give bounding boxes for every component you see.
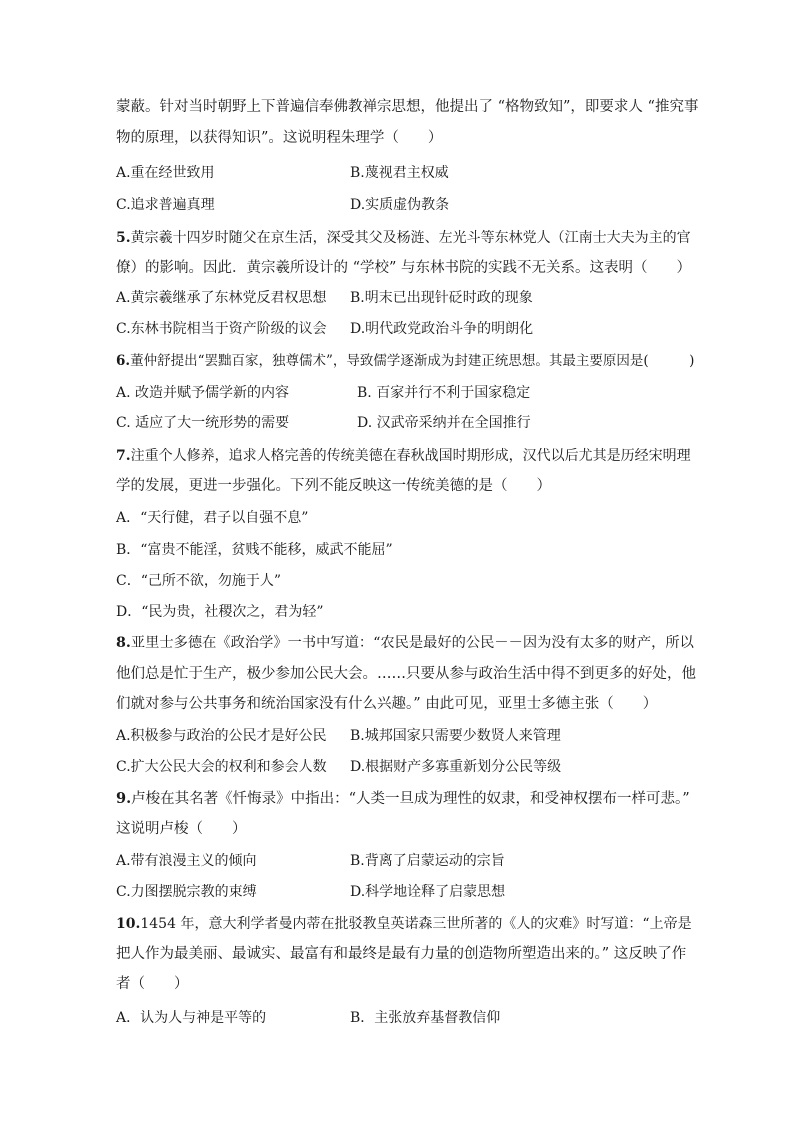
q9-option-a: A.带有浪漫主义的倾向 bbox=[116, 853, 257, 869]
q5-option-a: A.黄宗羲继承了东林党反君权思想 bbox=[116, 290, 327, 306]
q7-option-c: C．“己所不欲，勿施于人” bbox=[116, 573, 282, 589]
q5-text-1: 黄宗羲十四岁时随父在京生活，深受其父及杨涟、左光斗等东林党人（江南士大夫为主的官 bbox=[130, 230, 691, 246]
q8-text-1: 亚里士多德在《政治学》一书中写道：“农民是最好的公民－－因为没有太多的财产，所以 bbox=[130, 635, 694, 651]
q8-number: 8. bbox=[116, 635, 131, 651]
q8-line-1 bbox=[116, 633, 694, 653]
q9-text-1: 卢梭在其名著《忏悔录》中指出：“人类一旦成为理性的奴隶，和受神权摆布一样可悲。” bbox=[131, 791, 690, 807]
q6-option-b: B. 百家并行不利于国家稳定 bbox=[357, 385, 531, 401]
q6-option-d: D. 汉武帝采纳并在全国推行 bbox=[357, 415, 531, 431]
q9-line-2: 这说明卢梭（ ） bbox=[116, 821, 247, 837]
q9-line-1 bbox=[116, 789, 690, 809]
q6-number: 6. bbox=[116, 353, 131, 369]
q6-option-c: C. 适应了大一统形势的需要 bbox=[116, 415, 290, 431]
q8-option-c: C.扩大公民大会的权利和参会人数 bbox=[116, 759, 327, 775]
q8-line-3: 们就对参与公共事务和统治国家没有什么兴趣。” 由此可见，亚里士多德主张（ ） bbox=[116, 696, 658, 712]
q4-option-a: A.重在经世致用 bbox=[116, 165, 215, 181]
q4-line-2: 物的原理，以获得知识”。这说明程朱理学（ ） bbox=[116, 130, 443, 146]
q7-option-a: A．“天行健，君子以自强不息” bbox=[116, 510, 309, 526]
q5-option-d: D.明代政党政治斗争的明朗化 bbox=[350, 321, 534, 337]
q9-number: 9. bbox=[116, 790, 132, 807]
q7-option-d: D．“民为贵，社稷次之，君为轻” bbox=[116, 604, 324, 620]
q10-number: 10. bbox=[116, 916, 141, 932]
q8-option-a: A.积极参与政治的公民才是好公民 bbox=[116, 728, 327, 744]
q4-option-b: B.蔑视君主权威 bbox=[350, 165, 449, 181]
q10-text-1: 1454 年，意大利学者曼内蒂在批驳教皇英诺森三世所著的《人的灾难》时写道：“上帝是 bbox=[140, 916, 692, 932]
q6-line-1 bbox=[116, 351, 694, 371]
q7-option-b: B．“富贵不能淫，贫贱不能移，威武不能屈” bbox=[116, 542, 393, 558]
q4-line-1: 蒙蔽。针对当时朝野上下普遍信奉佛教禅宗思想，他提出了 “格物致知”，即要求人 “推究事 bbox=[116, 99, 699, 115]
q10-option-b: B．主张放弃基督教信仰 bbox=[350, 1010, 501, 1026]
q10-option-a: A．认为人与神是平等的 bbox=[116, 1010, 267, 1026]
q10-line-2: 把人作为最美丽、最诚实、最富有和最终是最有力量的创造物所塑造出来的。” 这反映了作 bbox=[116, 946, 687, 962]
q6-option-a: A. 改造并赋予儒学新的内容 bbox=[116, 385, 290, 401]
q8-option-b: B.城邦国家只需要少数贤人来管理 bbox=[350, 728, 561, 744]
q8-option-d: D.根据财产多寡重新划分公民等级 bbox=[350, 759, 562, 775]
q6-text-1: 董仲舒提出“罢黜百家，独尊儒术”，导致儒学逐渐成为封建正统思想。其最主要原因是( ) bbox=[130, 353, 695, 369]
q5-number: 5. bbox=[116, 230, 131, 246]
q7-text-1: 注重个人修养，追求人格完善的传统美德在春秋战国时期形成，汉代以后尤其是历经宋明理 bbox=[130, 448, 691, 464]
q5-option-c: C.东林书院相当于资产阶级的议会 bbox=[116, 321, 327, 337]
q5-line-2: 僚）的影响。因此．黄宗羲所设计的 “学校” 与东林书院的实践不无关系。这表明（ ） bbox=[116, 260, 692, 276]
q9-option-b: B.背离了启蒙运动的宗旨 bbox=[350, 853, 505, 869]
q9-option-d: D.科学地诠释了启蒙思想 bbox=[350, 884, 506, 900]
q10-line-3: 者（ ） bbox=[116, 976, 189, 992]
q4-option-c: C.追求普遍真理 bbox=[116, 197, 215, 213]
q7-number: 7. bbox=[116, 448, 131, 464]
q10-line-1 bbox=[116, 914, 692, 934]
q5-option-b: B.明末已出现针砭时政的现象 bbox=[350, 290, 533, 306]
q7-line-1 bbox=[116, 446, 691, 466]
q5-line-1 bbox=[116, 228, 691, 248]
q7-line-2: 学的发展，更进一步强化。下列不能反映这一传统美德的是（ ） bbox=[116, 478, 551, 494]
q4-option-d: D.实质虚伪教条 bbox=[350, 197, 450, 213]
q9-option-c: C.力图摆脱宗教的束缚 bbox=[116, 884, 257, 900]
q8-line-2: 他们总是忙于生产，极少参加公民大会。……只要从参与政治生活中得不到更多的好处，他 bbox=[116, 666, 696, 682]
